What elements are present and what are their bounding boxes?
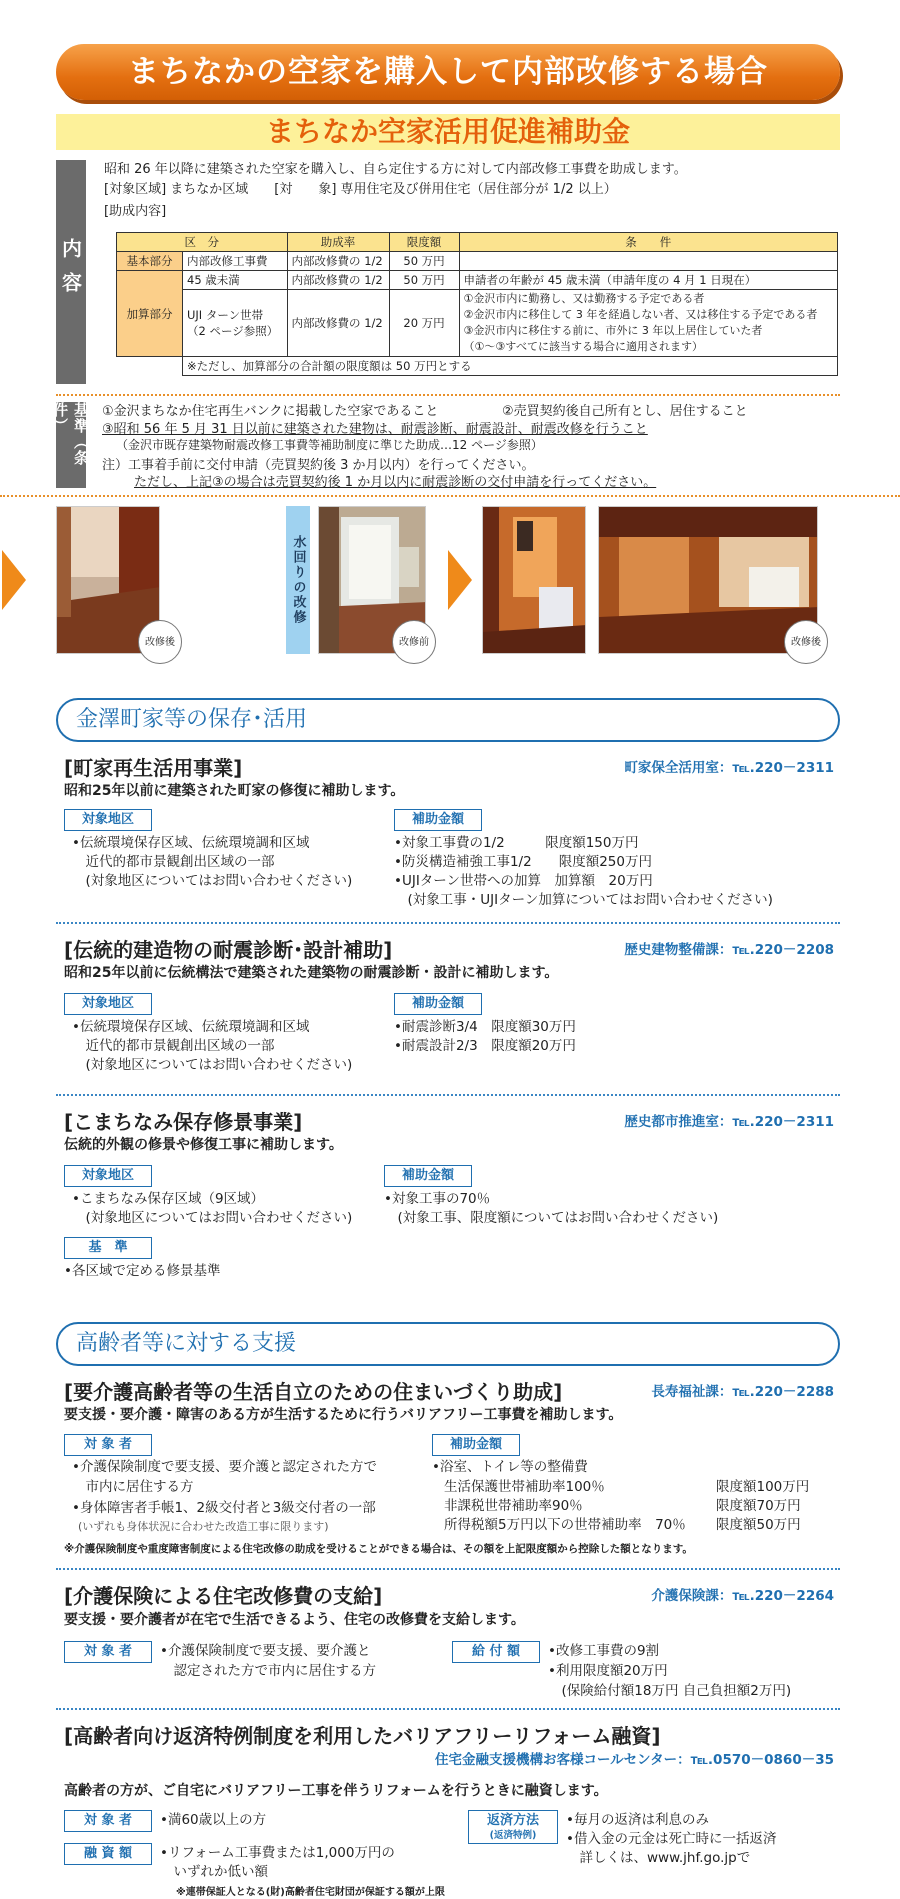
table-cell: 加算部分 [117, 271, 183, 357]
jiritsu-contact: 長寿福祉課：℡.220－2288 [651, 1384, 834, 1400]
tag-target-area: 対象地区 [64, 1165, 152, 1187]
naiyou-line-2: [対象区域] まちなか区域 [対 象] 専用住宅及び併用住宅（居住部分が 1/2 以上） [104, 182, 617, 197]
photo-after-bath [482, 506, 586, 654]
table-cell: 内部改修費の 1/2 [287, 271, 389, 290]
kijun-note-2: ただし、上記③の場合は売買契約後 1 か月以内に耐震診断の交付申請を行ってください。 [134, 475, 657, 490]
table-row [117, 252, 838, 271]
table-cell: 内部改修費の 1/2 [287, 252, 389, 271]
komachinami-title: [こまちなみ保存修景事業] [64, 1110, 303, 1134]
divider [56, 394, 840, 396]
kijun-note-1: 注）工事着手前に交付申請（売買契約後 3 か月以内）を行ってください。 [102, 458, 535, 473]
arrow-right-icon [448, 550, 472, 610]
jiritsu-amount-row-limit: 限度額100万円 [716, 1479, 810, 1495]
divider [0, 495, 900, 497]
kijun-line-1b: ②売買契約後自己所有とし、居住すること [502, 404, 748, 419]
table-header: 限度額 [389, 233, 459, 252]
jiritsu-target-line: •身体障害者手帳1、2級交付者と3級交付者の一部 [72, 1500, 376, 1516]
tag-target-person: 対 象 者 [64, 1434, 152, 1456]
jiritsu-title: [要介護高齢者等の生活自立のための住まいづくり助成] [64, 1380, 563, 1404]
kaigo-amount-line: •改修工事費の9割 [548, 1643, 660, 1659]
yuushi-title: [高齢者向け返済特例制度を利用したバリアフリーリフォーム融資] [64, 1724, 661, 1748]
kaigo-contact: 介護保険課：℡.220－2264 [651, 1588, 834, 1604]
divider [56, 922, 840, 924]
table-row [117, 357, 838, 376]
tag-target-person: 対 象 者 [64, 1810, 152, 1832]
kijun-line-2: ③昭和 56 年 5 月 31 日以前に建築された建物は、耐震診断、耐震設計、耐震改修を行うこと [102, 422, 648, 437]
kaigo-amount-line: (保険給付額18万円 自己負担額2万円) [548, 1683, 792, 1699]
table-cell-line: ①金沢市内に勤務し、又は勤務する予定である者 [463, 292, 705, 305]
table-cell: 申請者の年齢が 45 歳未満（申請年度の 4 月 1 日現在） [459, 271, 837, 290]
saisei-amount-line: •UJIターン世帯への加算 加算額 20万円 [394, 873, 653, 889]
taishin-amount-line: •耐震診断3/4 限度額30万円 [394, 1019, 576, 1035]
table-cell: 45 歳未満 [183, 271, 288, 290]
after-badge: 改修後 [138, 620, 182, 664]
yuushi-repay-line: •毎月の返済は利息のみ [566, 1812, 709, 1828]
table-cell-line: UJI ターン世帯 [187, 308, 264, 322]
table-cell [459, 290, 837, 357]
subsidy-table [116, 232, 838, 376]
tag-benefit-amount: 給 付 額 [452, 1641, 540, 1663]
tag-repayment-method [468, 1810, 558, 1844]
taishin-area-line: 近代的都市景観創出区域の一部 [72, 1038, 275, 1054]
table-footnote: ※ただし、加算部分の合計額の限度額は 50 万円とする [183, 357, 838, 376]
jiritsu-lead: 要支援・要介護・障害のある方が生活するために行うバリアフリー工事費を補助します。 [64, 1407, 623, 1423]
saisei-amount-line: •防災構造補強工事1/2 限度額250万円 [394, 854, 652, 870]
machiya-saisei-contact: 町家保全活用室：℡.220－2311 [624, 760, 834, 776]
kijun-line-1a: ①金沢まちなか住宅再生バンクに掲載した空家であること [102, 404, 439, 419]
komachinami-contact: 歴史都市推進室：℡.220－2311 [624, 1114, 834, 1130]
jiritsu-target-small: (いずれも身体状況に合わせた改造工事に限ります) [78, 1520, 329, 1533]
table-cell [459, 252, 837, 271]
photo-after-room [598, 506, 818, 654]
naiyou-label: 内容 [56, 160, 86, 384]
table-cell: 50 万円 [389, 252, 459, 271]
jiritsu-amount-row-label: 所得税額5万円以下の世帯補助率 70％ [444, 1517, 686, 1533]
saisei-area-line: (対象地区についてはお問い合わせください) [72, 873, 353, 889]
jiritsu-amount-row-limit: 限度額70万円 [716, 1498, 801, 1514]
naiyou-line-3: [助成内容] [104, 204, 167, 219]
table-header-row [117, 233, 838, 252]
kijun-label: 基準（条件） [56, 402, 86, 488]
tag-subsidy-amount: 補助金額 [394, 993, 482, 1015]
table-header: 区 分 [117, 233, 288, 252]
table-cell: 基本部分 [117, 252, 183, 271]
tag-subsidy-amount: 補助金額 [432, 1434, 520, 1456]
machiya-saisei-lead: 昭和25年以前に建築された町家の修復に補助します。 [64, 783, 405, 799]
table-cell: 内部改修工事費 [183, 252, 288, 271]
yuushi-repay-line: 詳しくは、www.jhf.go.jpで [566, 1850, 751, 1866]
saisei-area-line: 近代的都市景観創出区域の一部 [72, 854, 275, 870]
table-row [117, 290, 838, 357]
divider [56, 1094, 840, 1096]
jiritsu-amount-row-limit: 限度額50万円 [716, 1517, 801, 1533]
komachinami-area-line: (対象地区についてはお問い合わせください) [72, 1210, 353, 1226]
tag-target-person: 対 象 者 [64, 1641, 152, 1663]
table-row [117, 271, 838, 290]
taishin-contact: 歴史建物整備課：℡.220－2208 [624, 942, 834, 958]
divider [56, 1568, 840, 1570]
komachinami-lead: 伝統的外観の修景や修復工事に補助します。 [64, 1137, 343, 1153]
table-cell: 内部改修費の 1/2 [287, 290, 389, 357]
table-header: 条 件 [459, 233, 837, 252]
jiritsu-target-line: •介護保険制度で要支援、要介護と認定された方で [72, 1459, 377, 1475]
saisei-area-line: •伝統環境保存区域、伝統環境調和区域 [72, 835, 310, 851]
yuushi-target: •満60歳以上の方 [160, 1812, 267, 1828]
kaigo-title: [介護保険による住宅改修費の支給] [64, 1584, 383, 1608]
yuushi-loan-note: ※連帯保証人となる(財)高齢者住宅財団が保証する額が上限 [176, 1887, 445, 1898]
taishin-lead: 昭和25年以前に伝統構法で建築された建築物の耐震診断・設計に補助します。 [64, 965, 559, 981]
jiritsu-note: ※介護保険制度や重度障害制度による住宅改修の助成を受けることができる場合は、その額を上記限度額から控除した額となります。 [64, 1543, 693, 1555]
jiritsu-amount-head: •浴室、トイレ等の整備費 [432, 1459, 588, 1475]
yuushi-loan-line: いずれか低い額 [160, 1864, 268, 1880]
komachinami-area-line: •こまちなみ保存区域（9区域） [72, 1191, 265, 1207]
page-banner: まちなかの空家を購入して内部改修する場合 [56, 44, 840, 100]
kaigo-target-line: •介護保険制度で要支援、要介護と [160, 1643, 371, 1659]
kaigo-lead: 要支援・要介護者が在宅で生活できるよう、住宅の改修費を支給します。 [64, 1612, 525, 1628]
section-koureisha-title: 高齢者等に対する支援 [56, 1322, 840, 1366]
tag-repayment-sub: (返済特例) [489, 1830, 537, 1841]
yuushi-contact: 住宅金融支援機構お客様コールセンター：℡.0570－0860－35 [434, 1752, 834, 1768]
jiritsu-amount-row-label: 生活保護世帯補助率100％ [444, 1479, 605, 1495]
taishin-title: [伝統的建造物の耐震診断･設計補助] [64, 938, 393, 962]
komachinami-amount-line: •対象工事の70％ [384, 1191, 491, 1207]
section-machiya-title: 金澤町家等の保存･活用 [56, 698, 840, 742]
taishin-area-line: •伝統環境保存区域、伝統環境調和区域 [72, 1019, 310, 1035]
tag-target-area: 対象地区 [64, 993, 152, 1015]
jiritsu-amount-row-label: 非課税世帯補助率90％ [444, 1498, 583, 1514]
water-renovation-label: 水回りの改修 [286, 506, 310, 654]
naiyou-line-1: 昭和 26 年以降に建築された空家を購入し、自ら定住する方に対して内部改修工事費を助成します。 [104, 162, 687, 177]
kaigo-target-line: 認定された方で市内に居住する方 [160, 1663, 376, 1679]
table-cell-line: （2 ページ参照） [187, 324, 279, 338]
yuushi-loan-line: •リフォーム工事費または1,000万円の [160, 1845, 395, 1861]
yuushi-lead: 高齢者の方が、ご自宅にバリアフリー工事を伴うリフォームを行うときに融資します。 [64, 1783, 608, 1799]
program-title: まちなか空家活用促進補助金 [56, 114, 840, 150]
yuushi-repay-line: •借入金の元金は死亡時に一括返済 [566, 1831, 777, 1847]
table-cell-line: （①～③すべてに該当する場合に適用されます） [463, 340, 704, 353]
kaigo-amount-line: •利用限度額20万円 [548, 1663, 668, 1679]
tag-repayment-label: 返済方法 [486, 1813, 539, 1828]
table-cell: 20 万円 [389, 290, 459, 357]
kijun-line-3: （金沢市既存建築物耐震改修工事費等補助制度に準じた助成…12 ページ参照） [116, 438, 543, 452]
taishin-area-line: (対象地区についてはお問い合わせください) [72, 1057, 353, 1073]
arrow-right-icon [2, 550, 26, 610]
divider [56, 1708, 840, 1710]
table-cell: 50 万円 [389, 271, 459, 290]
taishin-amount-line: •耐震設計2/3 限度額20万円 [394, 1038, 576, 1054]
before-badge: 改修前 [392, 620, 436, 664]
table-cell-line: ③金沢市内に移住する前に、市外に 3 年以上居住していた者 [463, 324, 763, 337]
tag-loan-amount: 融 資 額 [64, 1843, 152, 1865]
tag-criteria: 基 準 [64, 1237, 152, 1259]
saisei-amount-line: •対象工事費の1/2 限度額150万円 [394, 835, 639, 851]
after-badge: 改修後 [784, 620, 828, 664]
komachinami-criteria: •各区域で定める修景基準 [64, 1263, 221, 1279]
tag-target-area: 対象地区 [64, 809, 152, 831]
table-header: 助成率 [287, 233, 389, 252]
tag-subsidy-amount: 補助金額 [384, 1165, 472, 1187]
machiya-saisei-title: [町家再生活用事業] [64, 756, 243, 780]
table-cell-line: ②金沢市内に移住して 3 年を経過しない者、又は移住する予定である者 [463, 308, 818, 321]
table-cell [183, 290, 288, 357]
saisei-amount-line: (対象工事・UJIターン加算についてはお問い合わせください) [394, 892, 773, 908]
jiritsu-target-line: 市内に居住する方 [72, 1479, 194, 1495]
tag-subsidy-amount: 補助金額 [394, 809, 482, 831]
komachinami-amount-line: (対象工事、限度額についてはお問い合わせください) [384, 1210, 719, 1226]
